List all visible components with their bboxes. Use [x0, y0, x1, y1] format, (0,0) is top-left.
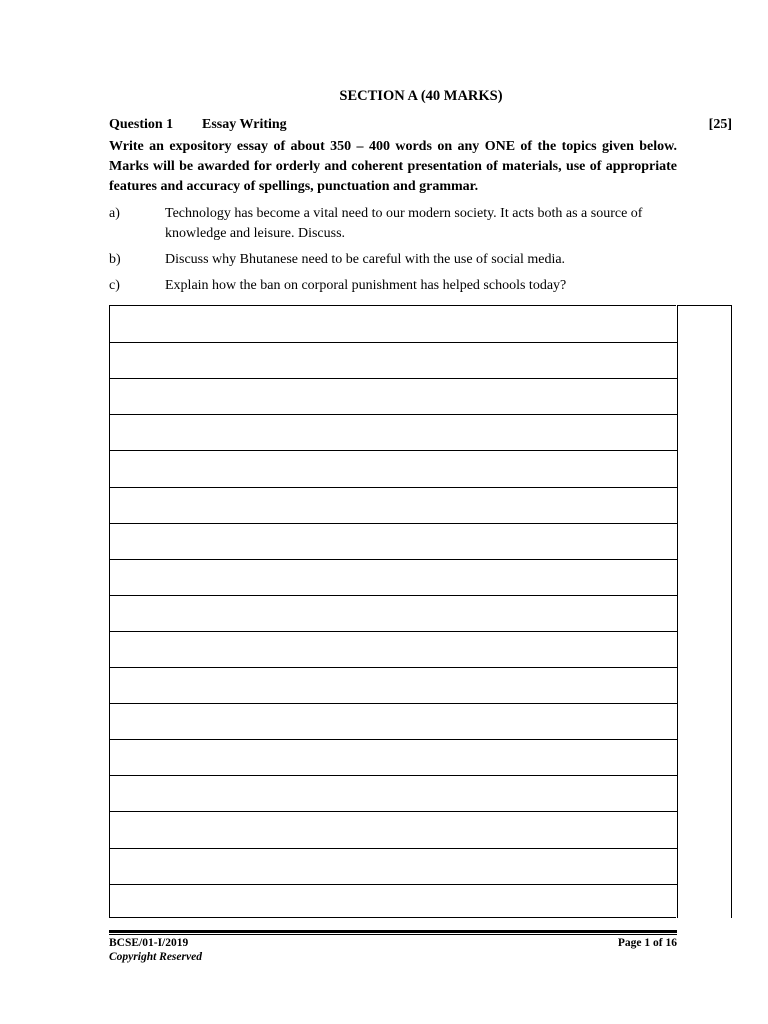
footer-rule [109, 934, 677, 935]
topic-item-c [109, 276, 677, 296]
answer-line [110, 811, 677, 812]
footer-paper-code: BCSE/01-I/2019 [109, 937, 189, 949]
answer-line [110, 523, 677, 524]
topic-item-b [109, 250, 677, 270]
answer-box[interactable] [109, 305, 676, 918]
answer-line [110, 884, 677, 885]
answer-line [110, 487, 677, 488]
topic-text: Explain how the ban on corporal punishment has helped schools today? [165, 278, 567, 293]
answer-line [110, 667, 677, 668]
answer-line [110, 703, 677, 704]
footer-rule [109, 930, 677, 933]
topic-list [109, 204, 677, 302]
topic-label: b) [109, 252, 121, 267]
answer-line [110, 414, 677, 415]
question-marks: [25] [708, 117, 732, 132]
topic-text: Technology has become a vital need to our modern society. It acts both as a source of knowledge and leisure. Discuss. [165, 206, 643, 241]
answer-line [110, 559, 677, 560]
answer-line [110, 848, 677, 849]
section-title: SECTION A (40 MARKS) [339, 88, 503, 104]
answer-line [110, 631, 677, 632]
question-number: Question 1 [109, 117, 174, 132]
answer-line [110, 378, 677, 379]
topic-item-a [109, 204, 677, 244]
question-topic: Essay Writing [202, 117, 287, 132]
answer-line [110, 450, 677, 451]
answer-line [110, 775, 677, 776]
topic-label: c) [109, 278, 120, 293]
footer-copyright: Copyright Reserved [109, 951, 202, 963]
question-instruction: Write an expository essay of about 350 – 400 words on any ONE of the topics given below. Marks will be awarded for orderly and coherent presentation of materials, use of appropriate features and accuracy of spellings, punctuation and grammar. [109, 139, 677, 194]
topic-label: a) [109, 206, 120, 221]
footer-page-number: Page 1 of 16 [617, 937, 677, 949]
answer-line [110, 595, 677, 596]
answer-line [110, 739, 677, 740]
marks-margin-column [677, 305, 732, 918]
topic-text: Discuss why Bhutanese need to be careful with the use of social media. [165, 252, 566, 267]
answer-line [110, 342, 677, 343]
